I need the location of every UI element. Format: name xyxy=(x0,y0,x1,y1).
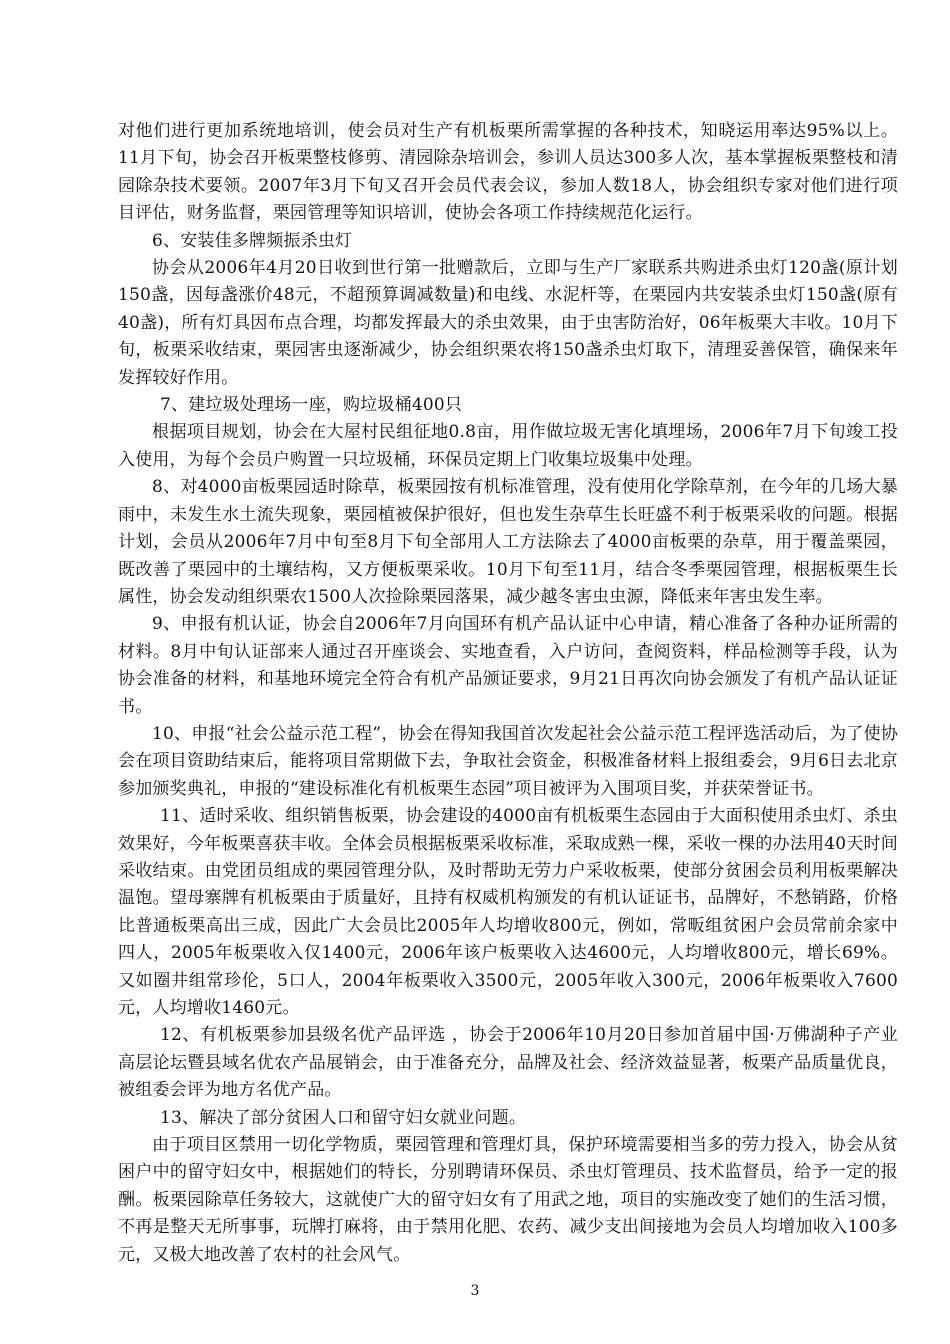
paragraph-item-13: 由于项目区禁用一切化学物质，栗园管理和管理灯具，保护环境需要相当多的劳力投入，协会从贫困户中的留守妇女中，根据她们的特长，分别聘请环保员、杀虫灯管理员、技术监督员，给予一定的报酬。板栗园除草任务较大，这就使广大的留守妇女有了用武之地，项目的实施改变了她们的生活习惯，不再是整天无所事事，玩牌打麻将，由于禁用化肥、农药、减少支出间接地为会员人均增加收入100多元，又极大地改善了农村的社会风气。 xyxy=(118,1135,898,1265)
paragraph-item-6: 协会从2006年4月20日收到世行第一批赠款后，立即与生产厂家联系共购进杀虫灯120盏(原计划150盏，因每盏涨价48元，不超预算调减数量)和电线、水泥杆等，在栗园内共安装杀虫灯150盏(原有40盏)，所有灯具因布点合理，均都发挥最大的杀虫效果，由于虫害防治好，06年板栗大丰收。10月下旬，板栗采收结束，栗园害虫逐渐减少，协会组织栗农将150盏杀虫灯取下，清理妥善保管，确保来年发挥较好作用。 xyxy=(118,258,898,388)
paragraph-item-11: 11、适时采收、组织销售板栗，协会建设的4000亩有机板栗生态园由于大面积使用杀虫灯、杀虫效果好，今年板栗喜获丰收。全体会员根据板栗采收标准，采取成熟一棵，采收一棵的办法用40天时间采收结束。由党团员组成的栗园管理分队，及时帮助无劳力户采收板栗，使部分贫困会员利用板栗解决温饱。望母寨牌有机板栗由于质量好，且持有权威机构颁发的有机认证证书，品牌好，不愁销路，价格比普通板栗高出三成，因此广大会员比2005年人均增收800元，例如，常畈组贫困户会员常前余家中四人，2005年板栗收入仅1400元，2006年该户板栗收入达4600元，人均增收800元，增长69%。又如圈井组常珍伦，5口人，2004年板栗收入3500元，2005年收入300元，2006年板栗收入7600元，人均增收1460元。 xyxy=(118,806,898,1018)
heading-item-13: 13、解决了部分贫困人口和留守妇女就业问题。 xyxy=(160,1107,527,1128)
paragraph-training-continued: 对他们进行更加系统地培训，使会员对生产有机板栗所需掌握的各种技术，知晓运用率达95%以上。11月下旬，协会召开板栗整枝修剪、清园除杂培训会，参训人员达300多人次，基本掌握板栗整枝和清园除杂技术要领。2007年3月下旬又召开会员代表会议，参加人数18人，协会组织专家对他们进行项目评估，财务监督，栗园管理等知识培训，使协会各项工作持续规范化运行。 xyxy=(118,121,898,224)
document-body xyxy=(118,118,898,1269)
paragraph-item-8: 8、对4000亩板栗园适时除草，板栗园按有机标准管理，没有使用化学除草剂，在今年的几场大暴雨中，未发生水土流失现象，栗园植被保护很好，但也发生杂草生长旺盛不利于板栗采收的问题。根据计划，会员从2006年7月中旬至8月下旬全部用人工方法除去了4000亩板栗的杂草，用于覆盖栗园，既改善了栗园中的土壤结构，又方便板栗采收。10月下旬至11月，结合冬季栗园管理，根据板栗生长属性，协会发动组织栗农1500人次捡除栗园落果，减少越冬害虫虫源，降低来年害虫发生率。 xyxy=(118,477,898,607)
page-number: 3 xyxy=(470,1283,480,1299)
heading-item-6: 6、安装佳多牌频振杀虫灯 xyxy=(152,230,353,251)
paragraph-item-10: 10、申报“社会公益示范工程”，协会在得知我国首次发起社会公益示范工程评选活动后，为了使协会在项目资助结束后，能将项目常期做下去，争取社会资金，积极准备材料上报组委会，9月6日去北京参加颁奖典礼，申报的“建设标准化有机板栗生态园”项目被评为入围项目奖，并获荣誉证书。 xyxy=(118,723,898,799)
heading-item-7: 7、建垃圾处理场一座，购垃圾桶400只 xyxy=(160,395,463,416)
paragraph-item-7: 根据项目规划，协会在大屋村民组征地0.8亩，用作做垃圾无害化填埋场，2006年7月下旬竣工投入使用，为每个会员户购置一只垃圾桶，环保员定期上门收集垃圾集中处理。 xyxy=(118,422,898,470)
paragraph-item-12: 12、有机板栗参加县级名优产品评选 ，协会于2006年10月20日参加首届中国·万佛湖种子产业高层论坛暨县域名优农产品展销会，由于准备充分，品牌及社会、经济效益显著，板栗产品质量优良，被组委会评为地方名优产品。 xyxy=(118,1025,898,1101)
paragraph-item-9: 9、申报有机认证，协会自2006年7月向国环有机产品认证中心申请，精心准备了各种办证所需的材料。8月中旬认证部来人通过召开座谈会、实地查看，入户访问，查阅资料，样品检测等手段，认为协会准备的材料，和基地环境完全符合有机产品颁证要求，9月21日再次向协会颁发了有机产品认证证书。 xyxy=(118,614,898,717)
